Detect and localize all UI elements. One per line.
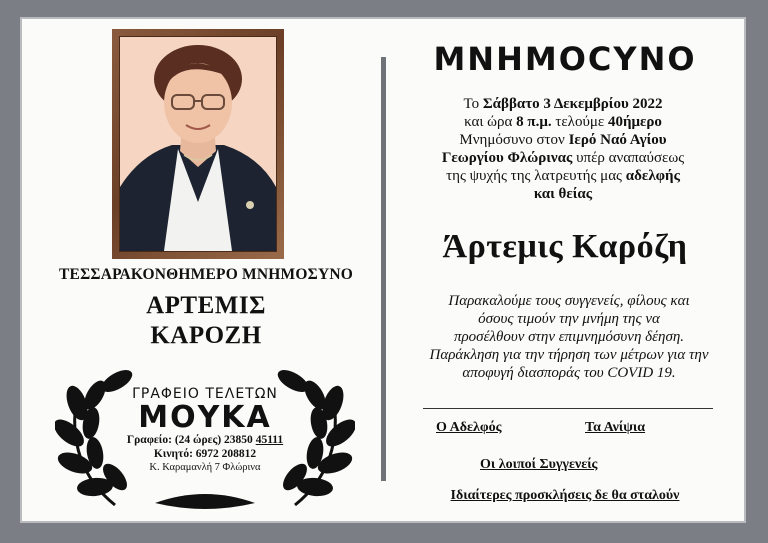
notice-text: Το <box>463 96 483 112</box>
deceased-full-name: Άρτεμις Καρόζη <box>442 228 688 265</box>
notice-line <box>400 167 726 185</box>
deceased-last-name: ΚΑΡΟΖΗ <box>150 322 262 349</box>
funeral-home-mobile: Κινητό: 6972 208812 <box>153 448 257 460</box>
funeral-home-name: ΜΟΥΚΑ <box>138 400 272 435</box>
notice-text: της ψυχής της λατρευτής μας <box>446 168 626 184</box>
notice-line <box>400 113 726 131</box>
funeral-home-tagline: ΓΡΑΦΕΙΟ ΤΕΛΕΤΩΝ <box>132 386 278 402</box>
signature-relatives: Οι λοιποί Συγγενείς <box>480 457 598 472</box>
vertical-divider <box>381 57 386 481</box>
plea-line: Παρακαλούμε τους συγγενείς, φίλους και <box>448 293 690 309</box>
portrait-photo <box>119 36 277 252</box>
notice-text: Μνημόσυνο στον <box>459 132 569 148</box>
notice-line <box>400 131 726 149</box>
office-phone-suffix: 45111 <box>255 434 284 446</box>
funeral-home-address: Κ. Καραμανλή 7 Φλώρινα <box>149 462 261 473</box>
memorial-notice <box>400 95 726 203</box>
notice-line <box>400 95 726 113</box>
invitation-note: Ιδιαίτερες προσκλήσεις δε θα σταλούν <box>450 488 680 503</box>
notice-text: τελούμε <box>551 114 608 130</box>
plea-line: αποφυγή διασποράς του COVID 19. <box>462 365 676 381</box>
plea-line: Παράκληση για την τήρηση των μέτρων για την <box>429 347 709 363</box>
notice-text: υπέρ αναπαύσεως <box>572 150 685 166</box>
memorial-heading: ΜΝΗΜΟCΥΝΟ <box>433 40 697 78</box>
notice-relation: και θείας <box>533 186 593 202</box>
notice-time: 8 π.μ. <box>516 114 552 130</box>
notice-occasion: 40ήμερο <box>607 114 662 130</box>
plea-line: προσέλθουν στην επιμνημόσυνη δέηση. <box>453 329 685 345</box>
signature-nieces: Τα Ανίψια <box>585 420 646 435</box>
funeral-home-block <box>105 386 305 475</box>
portrait-illustration <box>120 37 276 251</box>
left-heading: ΤΕΣΣΑΡΑΚΟΝΘΗΜΕΡΟ ΜΝΗΜΟΣΥΝΟ <box>59 266 353 283</box>
signature-brother: Ο Αδελφός <box>436 420 502 435</box>
portrait-frame <box>112 29 284 259</box>
notice-line <box>400 185 726 203</box>
signature-separator <box>423 408 713 409</box>
notice-text: και ώρα <box>464 114 517 130</box>
attendance-plea <box>393 292 745 382</box>
deceased-first-name: ΑΡΤΕΜΙΣ <box>146 292 266 319</box>
notice-date: Σάββατο 3 Δεκεμβρίου 2022 <box>482 96 663 112</box>
notice-relation: αδελφής <box>625 168 680 184</box>
notice-church: Ιερό Ναό Αγίου <box>568 132 667 148</box>
notice-church-city: Γεωργίου Φλώρινας <box>441 150 573 166</box>
office-phone-label: Γραφείο: (24 ώρες) 23850 <box>126 434 256 446</box>
notice-line <box>400 149 726 167</box>
plea-line: όσους τιμούν την μνήμη της να <box>478 311 660 327</box>
funeral-home-office-phone <box>105 433 305 447</box>
